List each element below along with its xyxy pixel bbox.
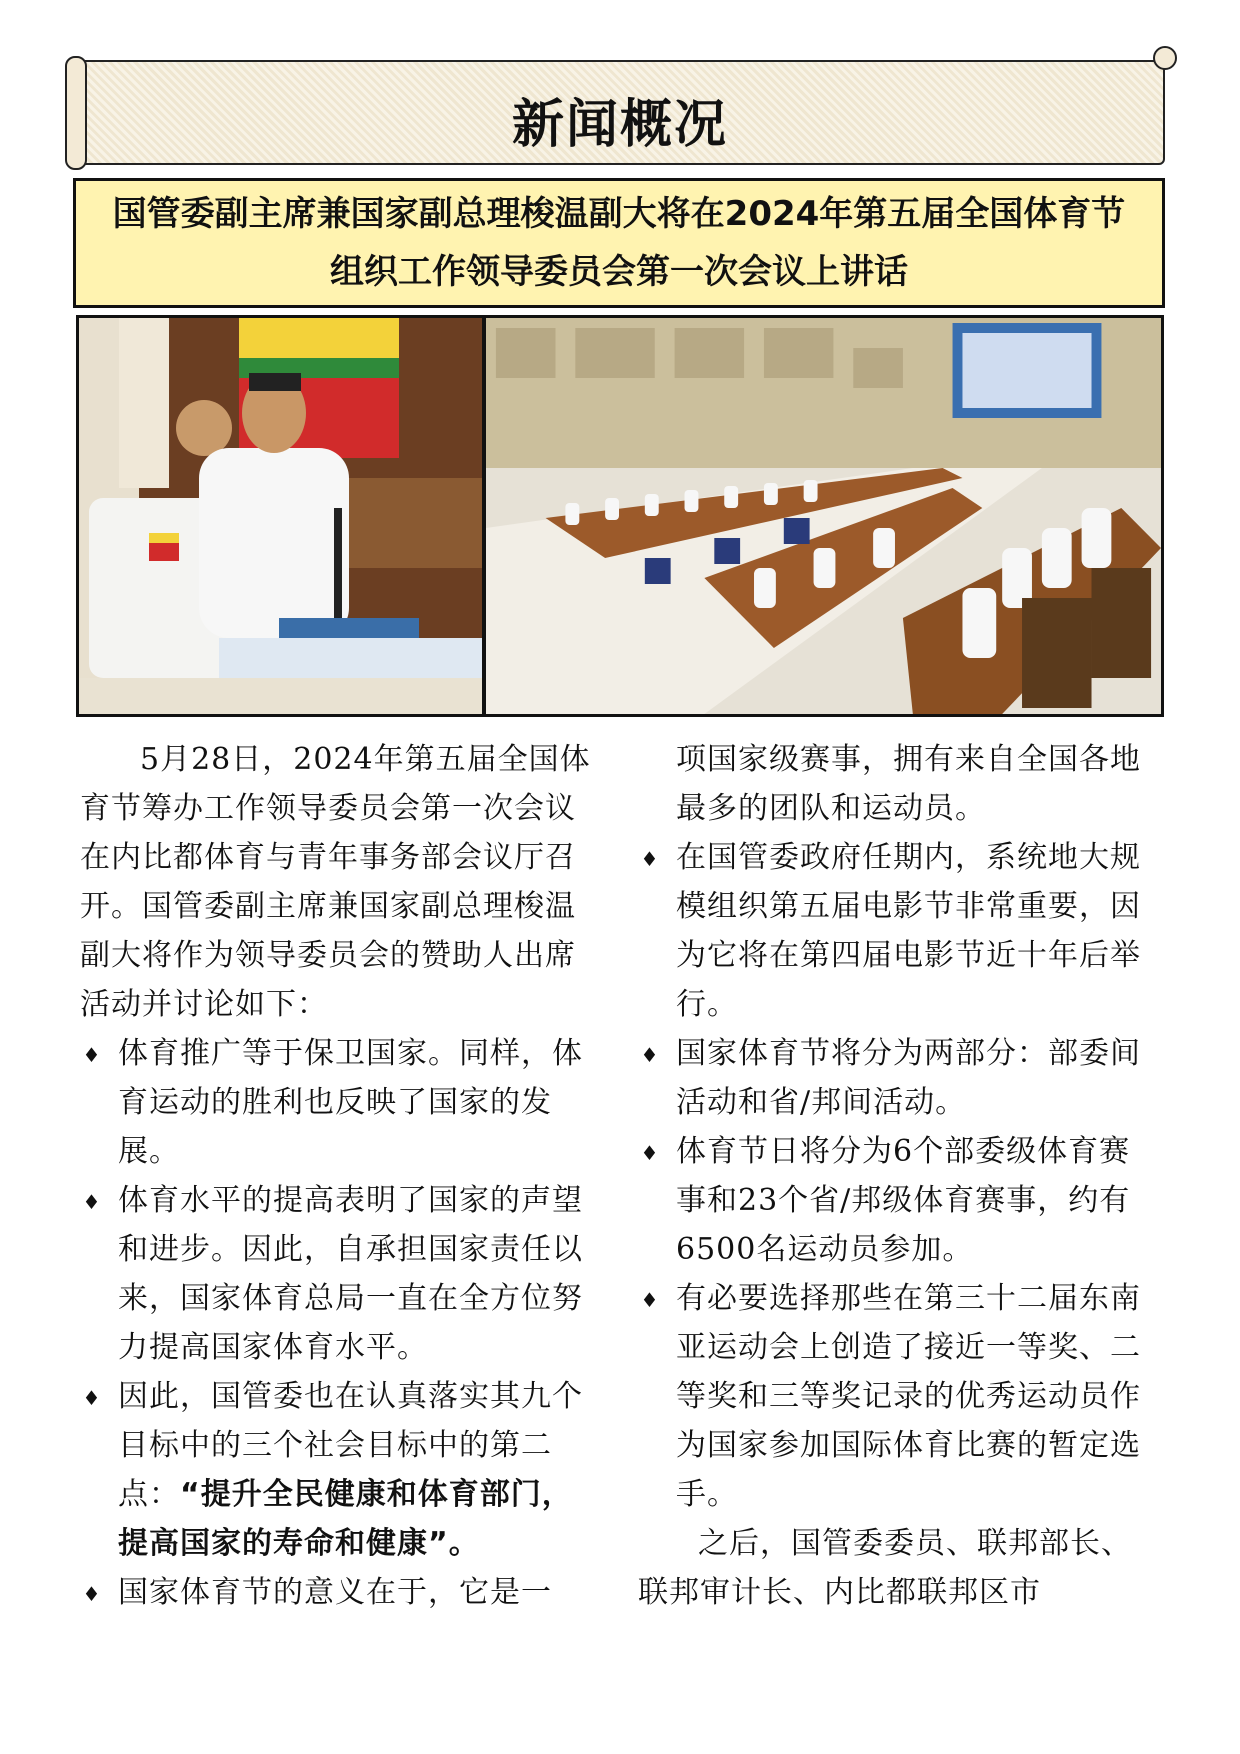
article-headline [73,178,1165,308]
diamond-bullet-icon: ♦ [82,1043,102,1067]
diamond-bullet-icon: ♦ [640,847,660,871]
section-title: 新闻概况 [511,95,728,155]
diamond-bullet-icon: ♦ [640,1043,660,1067]
meeting-photo-illustration [486,318,1161,714]
diamond-bullet-icon: ♦ [640,1141,660,1165]
list-item [80,1568,600,1617]
bullet-list-left [80,1029,600,1617]
closing-paragraph: 之后，国管委委员、联邦部长、联邦审计长、内比都联邦区市 [638,1526,1132,1610]
speaker-photo-illustration [79,318,482,714]
photo-meeting-room [486,318,1161,714]
list-item [638,1274,1158,1519]
bullet-text: 体育水平的提高表明了国家的声望和进步。因此，自承担国家责任以来，国家体育总局一直在全方位努力提高国家体育水平。 [118,1183,583,1365]
bullet-text: 有必要选择那些在第三十二届东南亚运动会上创造了接近一等奖、二等奖和三等奖记录的优秀运动员作为国家参加国际体育比赛的暂定选手。 [676,1281,1141,1512]
photo-speaker [79,318,482,714]
list-item [80,1372,600,1568]
scroll-roll-right [1153,46,1177,70]
bullet-text: 体育节日将分为6个部委级体育赛事和23个省/邦级体育赛事，约有6500名运动员参加。 [676,1134,1131,1267]
diamond-bullet-icon: ♦ [82,1582,102,1606]
section-banner [75,60,1165,165]
diamond-bullet-icon: ♦ [82,1386,102,1410]
photo-strip [76,315,1164,717]
list-item [80,1029,600,1176]
body-column-right [638,735,1158,1617]
list-item-continued [638,735,1158,833]
headline-text: 国管委副主席兼国家副总理梭温副大将在2024年第五届全国体育节组织工作领导委员会第一次会议上讲话 [112,194,1126,292]
list-item [80,1176,600,1372]
bullet-bold-quote: “提升全民健康和体育部门，提高国家的寿命和健康”。 [118,1477,573,1561]
diamond-bullet-icon: ♦ [82,1190,102,1214]
intro-paragraph: 5月28日，2024年第五届全国体育节筹办工作领导委员会第一次会议在内比都体育与青年事务部会议厅召开。国管委副主席兼国家副总理梭温副大将作为领导委员会的赞助人出席活动并讨论如下： [80,742,591,1022]
list-item [638,1127,1158,1274]
diamond-bullet-icon: ♦ [640,1288,660,1312]
bullet-text: 项国家级赛事，拥有来自全国各地最多的团队和运动员。 [676,742,1141,826]
bullet-text: 国家体育节将分为两部分：部委间活动和省/邦间活动。 [676,1036,1141,1120]
list-item [638,833,1158,1029]
bullet-text: 体育推广等于保卫国家。同样，体育运动的胜利也反映了国家的发展。 [118,1036,583,1169]
list-item [638,1029,1158,1127]
bullet-text: 国家体育节的意义在于，它是一 [118,1575,552,1610]
body-column-left [80,735,600,1617]
bullet-text: 因此，国管委也在认真落实其九个目标中的三个社会目标中的第二点： [118,1379,583,1512]
bullet-list-right [638,735,1158,1519]
bullet-text: 在国管委政府任期内，系统地大规模组织第五届电影节非常重要，因为它将在第四届电影节近十年后举行。 [676,840,1141,1022]
